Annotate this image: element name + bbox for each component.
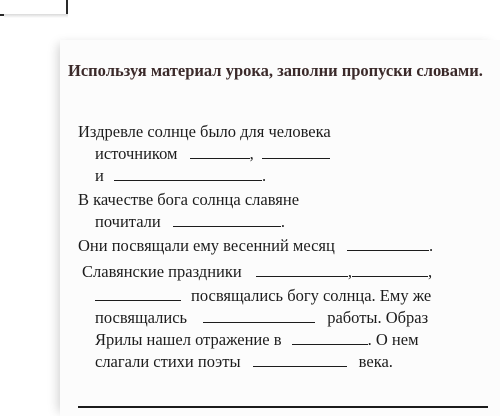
worksheet-line-11 xyxy=(95,352,393,372)
answer-blank-9[interactable] xyxy=(203,308,315,323)
punctuation: . xyxy=(261,166,267,185)
worksheet-line-5 xyxy=(95,212,285,232)
worksheet-line-4 xyxy=(78,190,299,210)
line-text: Издревле солнце было для человека xyxy=(78,122,331,141)
answer-blank-4[interactable] xyxy=(173,212,281,227)
answer-blank-8[interactable] xyxy=(95,286,181,301)
line-text: слагали стихи поэты xyxy=(95,352,241,371)
bottom-divider xyxy=(78,406,488,408)
line-text: источником xyxy=(95,144,178,163)
punctuation: . xyxy=(280,212,285,231)
line-text: Славянские праздники xyxy=(82,262,242,281)
line-text: посвящались xyxy=(95,308,188,327)
worksheet-line-2 xyxy=(95,144,330,164)
punctuation: , xyxy=(427,262,433,281)
line-text: и xyxy=(95,166,104,185)
punctuation: , xyxy=(249,144,254,163)
answer-blank-2[interactable] xyxy=(262,144,330,159)
worksheet-line-8 xyxy=(95,286,431,306)
worksheet-line-7 xyxy=(82,262,432,282)
line-text: работы. Образ xyxy=(327,308,429,327)
answer-blank-1[interactable] xyxy=(190,144,250,159)
punctuation: . xyxy=(428,236,434,255)
line-text: посвящались богу солнца. Ему же xyxy=(191,286,432,305)
frame-shadow xyxy=(4,14,68,18)
worksheet-line-6 xyxy=(78,236,433,256)
punctuation: , xyxy=(347,262,352,281)
worksheet-line-1 xyxy=(78,122,331,142)
line-text: Ярилы нашел отражение в xyxy=(95,330,282,349)
line-text: В качестве бога солнца славяне xyxy=(78,190,300,209)
line-text: . О нем xyxy=(367,330,419,349)
answer-blank-3[interactable] xyxy=(114,166,262,181)
answer-blank-7[interactable] xyxy=(352,262,428,277)
line-text: века. xyxy=(358,352,393,371)
answer-blank-10[interactable] xyxy=(292,330,368,345)
answer-blank-6[interactable] xyxy=(256,262,348,277)
worksheet-line-10 xyxy=(95,330,419,350)
worksheet-line-9 xyxy=(95,308,428,328)
answer-blank-11[interactable] xyxy=(253,352,347,367)
answer-blank-5[interactable] xyxy=(347,236,429,251)
worksheet-line-3 xyxy=(95,166,266,186)
line-text: почитали xyxy=(95,212,161,231)
instruction-heading: Используя материал урока, заполни пропуски словами. xyxy=(68,61,483,80)
line-text: Они посвящали ему весенний месяц xyxy=(78,236,335,255)
